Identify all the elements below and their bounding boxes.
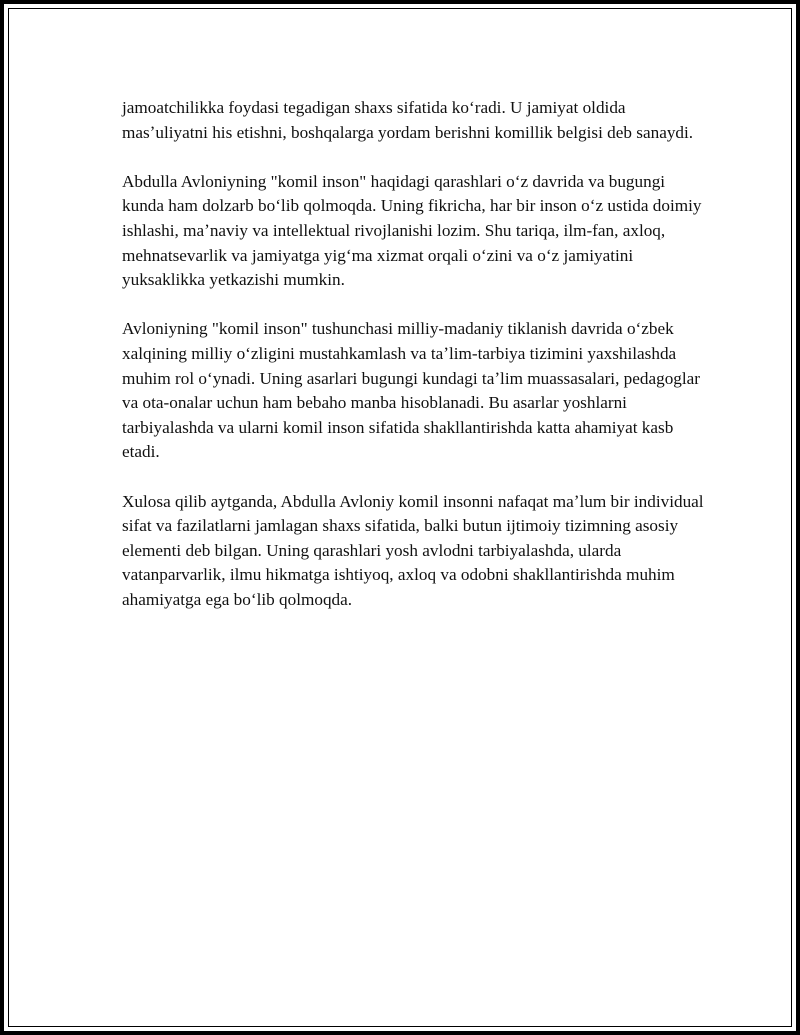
paragraph-2: Abdulla Avloniyning "komil inson" haqidagi qarashlari oʻz davrida va bugungi kunda ham dolzarb boʻlib qolmoqda. Uning fikricha, har bir inson oʻz ustida doimiy ishlashi, maʼnaviy va intellektual rivojlanishi lozim. Shu tariqa, ilm-fan, axloq, mehnatsevarlik va jamiyatga yigʻma xizmat orqali oʻzini va oʻz jamiyatini yuksaklikka yetkazishi mumkin. bbox=[122, 171, 702, 290]
paragraph-4: Xulosa qilib aytganda, Abdulla Avloniy komil insonni nafaqat maʼlum bir individual sifat va fazilatlarni jamlagan shaxs sifatida, balki butun ijtimoiy tizimning asosiy elementi deb bilgan. Uning qarashlari yosh avlodni tarbiyalashda, ularda vatanparvarlik, ilmu hikmatga ishtiyoq, axloq va odobni shakllantirishda muhim ahamiyatga ega boʻlib qolmoqda. bbox=[122, 491, 704, 609]
paragraph-1: jamoatchilikka foydasi tegadigan shaxs sifatida koʻradi. U jamiyat oldida masʼuliyatni his etishni, boshqalarga yordam berishni komillik belgisi deb sanaydi. bbox=[122, 98, 694, 142]
paragraph-3: Avloniyning "komil inson" tushunchasi milliy-madaniy tiklanish davrida oʻzbek xalqining milliy oʻzligini mustahkamlash va taʼlim-tarbiya tizimini yaxshilashda muhim rol oʻynadi. Uning asarlari bugungi kundagi taʼlim muassasalari, pedagoglar va ota-onalar uchun ham bebaho manba hisoblanadi. Bu asarlar yoshlarni tarbiyalashda va ularni komil inson sifatida shakllantirishda katta ahamiyat kasb etadi. bbox=[122, 319, 701, 462]
document-body bbox=[122, 96, 707, 637]
